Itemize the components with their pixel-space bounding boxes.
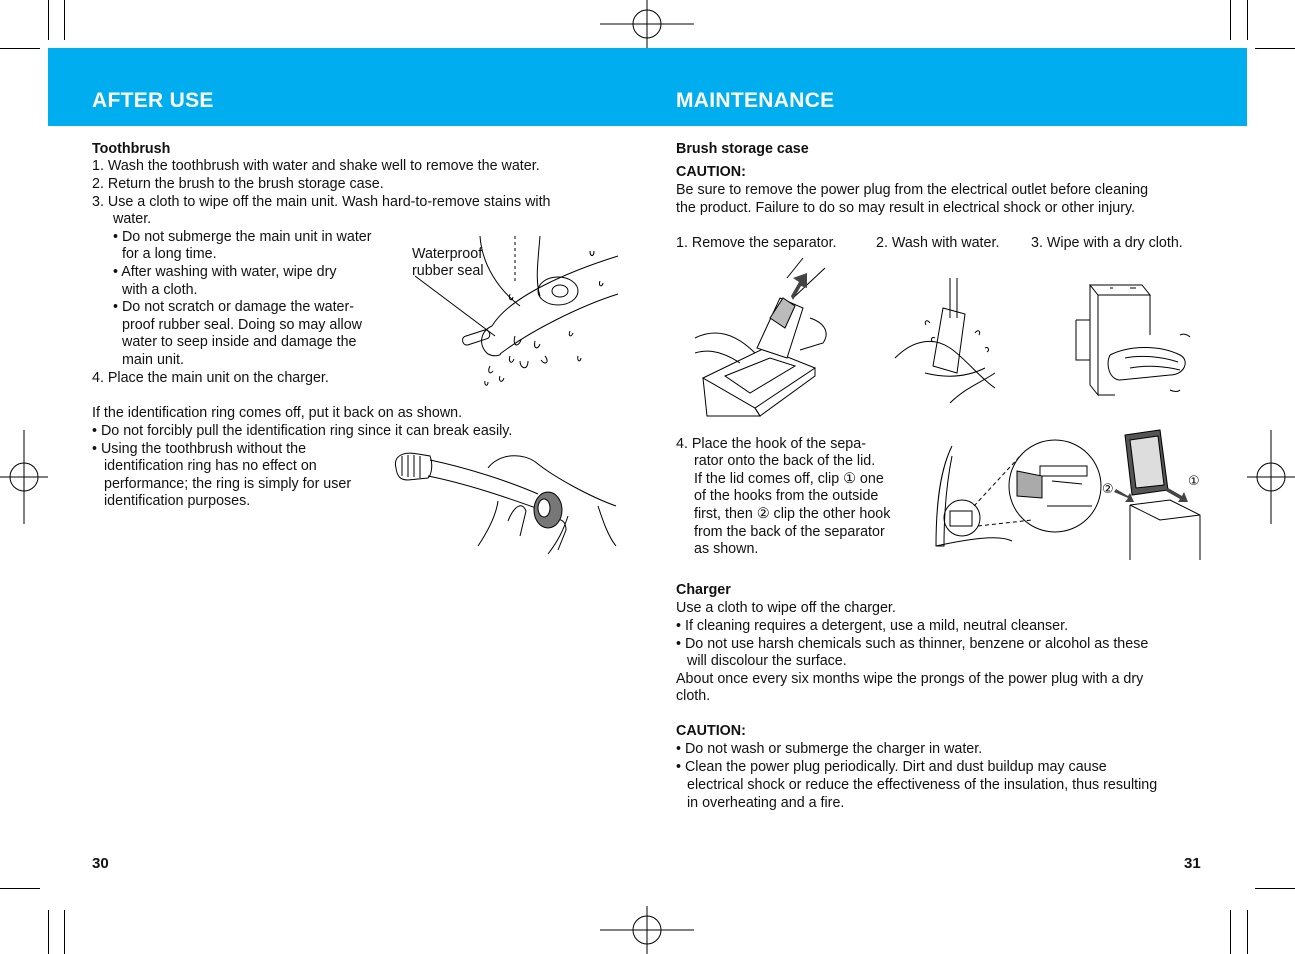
bullet-line: • Do not scratch or damage the water- — [113, 299, 355, 315]
bullet-line: • Do not submerge the main unit in water — [113, 229, 372, 245]
charger-text: cloth. — [676, 688, 711, 704]
ring-bullet: identification purposes. — [104, 493, 251, 509]
page-number-right: 31 — [1184, 855, 1201, 872]
bullet-line: with a cloth. — [122, 282, 198, 298]
toothbrush-heading: Toothbrush — [92, 141, 171, 157]
caution-text: Be sure to remove the power plug from the electrical outlet before cleaning — [676, 182, 1149, 198]
step-4-line: first, then ② clip the other hook — [694, 506, 891, 522]
case-step-3: 3. Wipe with a dry cloth. — [1031, 235, 1183, 251]
bullet-line: • After washing with water, wipe dry — [113, 264, 337, 280]
charger-text: About once every six months wipe the prongs of the power plug with a dry — [676, 671, 1144, 687]
caution-2-text: • Do not wash or submerge the charger in water. — [676, 741, 983, 757]
ring-intro: If the identification ring comes off, put it back on as shown. — [92, 405, 463, 421]
step-3: 3. Use a cloth to wipe off the main unit. Wash hard-to-remove stains with — [92, 194, 551, 210]
charger-text: • Do not use harsh chemicals such as thinner, benzene or alcohol as these — [676, 636, 1149, 652]
charger-heading: Charger — [676, 582, 731, 598]
step-4-line: as shown. — [694, 541, 759, 557]
page-number-left: 30 — [92, 855, 109, 872]
wipe-with-cloth-illustration — [1070, 280, 1195, 400]
bullet-line: main unit. — [122, 352, 184, 368]
step-4-line: 4. Place the hook of the sepa- — [676, 436, 866, 452]
bullet-line: water to seep inside and damage the — [122, 334, 357, 350]
caution-2-text: • Clean the power plug periodically. Dirt and dust buildup may cause — [676, 759, 1107, 775]
case-step-1: 1. Remove the separator. — [676, 235, 837, 251]
step-1: 1. Wash the toothbrush with water and shake well to remove the water. — [92, 158, 540, 174]
step-4-line: of the hooks from the outside — [694, 488, 879, 504]
after-use-title: AFTER USE — [92, 89, 214, 112]
step-2: 2. Return the brush to the brush storage case. — [92, 176, 384, 192]
step-3-cont: water. — [113, 211, 152, 227]
charger-text: Use a cloth to wipe off the charger. — [676, 600, 896, 616]
brush-storage-case-heading: Brush storage case — [676, 141, 809, 157]
header-band — [48, 48, 1247, 126]
remove-separator-illustration — [695, 258, 835, 418]
ring-bullet: identification ring has no effect on — [104, 458, 317, 474]
caution-2-text: in overheating and a fire. — [687, 795, 845, 811]
clip-label-2: ② — [1102, 482, 1114, 497]
clip-label-1: ① — [1188, 474, 1200, 489]
identification-ring-illustration — [388, 446, 620, 558]
lid-clip-illustration — [1100, 430, 1205, 560]
caution-2-heading: CAUTION: — [676, 723, 746, 739]
wash-with-water-illustration — [895, 278, 1005, 403]
step-4-line: If the lid comes off, clip ① one — [694, 471, 884, 487]
charger-text: • If cleaning requires a detergent, use a mild, neutral cleanser. — [676, 618, 1069, 634]
ring-bullet: • Do not forcibly pull the identification ring since it can break easily. — [92, 423, 513, 439]
maintenance-title: MAINTENANCE — [676, 89, 835, 112]
seal-label-1: Waterproof — [412, 246, 483, 262]
step-4: 4. Place the main unit on the charger. — [92, 370, 329, 386]
toothbrush-washing-illustration — [440, 236, 620, 386]
case-step-2: 2. Wash with water. — [876, 235, 1000, 251]
bullet-line: for a long time. — [122, 246, 217, 262]
caution-2-text: electrical shock or reduce the effectiveness of the insulation, thus resulting — [687, 777, 1158, 793]
caution-text: the product. Failure to do so may result in electrical shock or other injury. — [676, 200, 1136, 216]
charger-text: will discolour the surface. — [687, 653, 847, 669]
bullet-line: proof rubber seal. Doing so may allow — [122, 317, 362, 333]
ring-bullet: performance; the ring is simply for user — [104, 476, 352, 492]
ring-bullet: • Using the toothbrush without the — [92, 441, 307, 457]
step-4-line: from the back of the separator — [694, 524, 885, 540]
step-4-line: rator onto the back of the lid. — [694, 453, 876, 469]
caution-heading: CAUTION: — [676, 164, 746, 180]
hook-detail-illustration — [922, 436, 1102, 556]
seal-label-2: rubber seal — [412, 263, 484, 279]
